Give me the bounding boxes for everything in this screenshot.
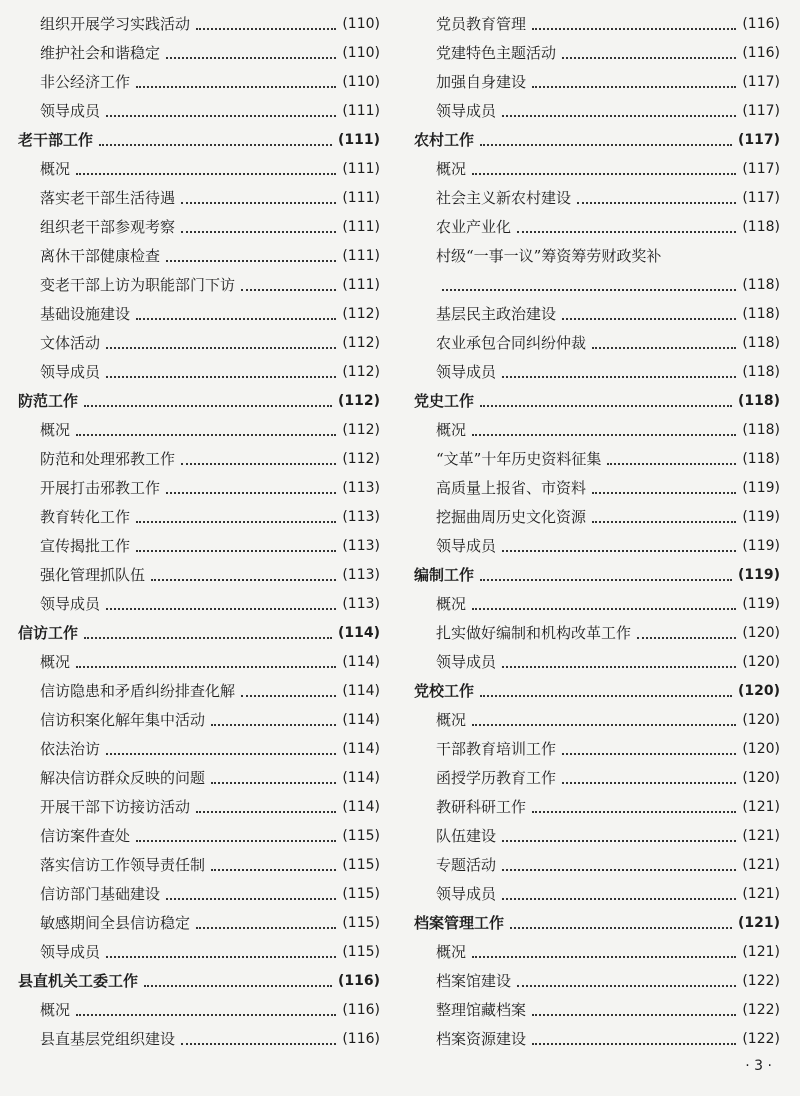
toc-entry [414,793,780,822]
leader-dots [502,115,736,117]
toc-entry [414,851,780,880]
toc-entry-page: (112) [342,335,380,351]
toc-entry-title: 变老干部上访为职能部门下访 [40,276,236,294]
toc-entry-title: 领导成员 [436,363,497,381]
leader-dots [106,753,336,755]
toc-section-heading [18,967,380,996]
leader-dots [136,840,336,842]
toc-entry-title: 扎实做好编制和机构改革工作 [436,624,632,642]
toc-entry-title: 领导成员 [40,595,101,613]
leader-dots [76,1014,336,1016]
toc-entry-page: (118) [742,277,780,293]
toc-entry [414,358,780,387]
leader-dots [502,376,736,378]
toc-entry-page: (114) [342,799,380,815]
toc-entry-title: 农业承包合同纠纷仲裁 [436,334,587,352]
toc-entry-title: 党员教育管理 [436,15,527,33]
toc-entry-title: 领导成员 [40,102,101,120]
leader-dots [517,231,736,233]
toc-entry [414,184,780,213]
toc-entry-title: “文革”十年历史资料征集 [436,450,602,468]
toc-entry [18,445,380,474]
toc-entry-title: 领导成员 [436,885,497,903]
leader-dots [166,57,336,59]
toc-entry [18,909,380,938]
toc-entry [18,242,380,271]
leader-dots [592,492,736,494]
toc-entry [18,706,380,735]
toc-entry-title: 开展打击邪教工作 [40,479,161,497]
toc-entry-title: 基层民主政治建设 [436,305,557,323]
leader-dots [480,695,732,697]
toc-entry [18,793,380,822]
leader-dots [532,28,736,30]
toc-entry [18,300,380,329]
leader-dots [196,28,336,30]
leader-dots [472,608,736,610]
toc-entry-page: (118) [737,393,780,409]
toc-entry-title: 领导成员 [436,102,497,120]
toc-entry-page: (110) [342,45,380,61]
toc-entry [414,242,780,271]
leader-dots [592,347,736,349]
toc-entry-page: (119) [742,538,780,554]
toc-entry-title: 信访工作 [18,624,79,642]
toc-entry-page: (111) [342,190,380,206]
toc-entry-page: (114) [342,712,380,728]
toc-entry-title: 开展干部下访接访活动 [40,798,191,816]
toc-entry [414,503,780,532]
leader-dots [532,1043,736,1045]
toc-entry-page: (118) [742,451,780,467]
toc-entry-page: (111) [342,277,380,293]
toc-entry-title: 党史工作 [414,392,475,410]
toc-entry-title: 概况 [40,653,71,671]
leader-dots [607,463,736,465]
leader-dots [562,57,736,59]
leader-dots [76,434,336,436]
toc-section-heading [18,619,380,648]
toc-entry-title: 落实老干部生活待遇 [40,189,176,207]
toc-entry-title: 县直机关工委工作 [18,972,139,990]
toc-entry-page: (120) [742,625,780,641]
toc-entry-title: 加强自身建设 [436,73,527,91]
toc-entry [18,358,380,387]
leader-dots [502,666,736,668]
toc-section-heading [414,561,780,590]
toc-entry-page: (120) [742,712,780,728]
toc-entry-page: (111) [342,219,380,235]
toc-entry-title: 挖掘曲周历史文化资源 [436,508,587,526]
toc-entry-page: (120) [737,683,780,699]
toc-entry [18,97,380,126]
leader-dots [502,869,736,871]
leader-dots [472,173,736,175]
toc-entry-title: 防范和处理邪教工作 [40,450,176,468]
toc-entry [18,938,380,967]
leader-dots [84,405,332,407]
toc-entry [414,1025,780,1054]
toc-entry-page: (119) [742,596,780,612]
leader-dots [562,753,736,755]
toc-entry [414,822,780,851]
toc-entry-page: (114) [342,741,380,757]
toc-entry-page: (118) [742,422,780,438]
toc-entry-title: 概况 [436,943,467,961]
toc-entry-title: 编制工作 [414,566,475,584]
leader-dots [136,521,336,523]
leader-dots [532,1014,736,1016]
toc-entry-title: 离休干部健康检查 [40,247,161,265]
toc-entry [414,706,780,735]
toc-entry-page: (117) [737,132,780,148]
toc-entry [414,880,780,909]
toc-entry-title: 教育转化工作 [40,508,131,526]
toc-section-heading [414,387,780,416]
toc-entry [18,677,380,706]
toc-entry-title: 队伍建设 [436,827,497,845]
toc-section-heading [414,909,780,938]
toc-entry-title: 信访隐患和矛盾纠纷排查化解 [40,682,236,700]
toc-entry [18,329,380,358]
toc-entry [18,764,380,793]
leader-dots [480,144,732,146]
toc-entry-page: (112) [342,306,380,322]
toc-entry-title: 领导成员 [436,537,497,555]
toc-entry-title: 老干部工作 [18,131,94,149]
toc-entry [18,1025,380,1054]
leader-dots [472,434,736,436]
toc-entry-page: (113) [342,567,380,583]
toc-entry-page: (116) [342,1031,380,1047]
toc-entry-title: 文体活动 [40,334,101,352]
toc-entry-page: (114) [342,683,380,699]
toc-entry [18,416,380,445]
toc-entry-title: 防范工作 [18,392,79,410]
toc-entry-title: 概况 [436,160,467,178]
leader-dots [241,695,336,697]
toc-entry-page: (122) [742,1002,780,1018]
toc-entry-page: (114) [337,625,380,641]
leader-dots [196,927,336,929]
toc-entry-title: 概况 [436,595,467,613]
toc-entry-title: 社会主义新农村建设 [436,189,572,207]
toc-entry-page: (110) [342,74,380,90]
toc-entry-page: (115) [342,944,380,960]
leader-dots [211,782,336,784]
leader-dots [480,579,732,581]
toc-entry [414,213,780,242]
toc-entry-page: (115) [342,857,380,873]
toc-entry [18,68,380,97]
toc-entry [414,967,780,996]
toc-entry [18,503,380,532]
toc-entry-page: (113) [342,538,380,554]
toc-entry [414,10,780,39]
toc-entry [414,619,780,648]
toc-entry-page: (117) [742,74,780,90]
toc-entry [18,735,380,764]
leader-dots [144,985,332,987]
leader-dots [637,637,736,639]
toc-section-heading [18,126,380,155]
toc-entry-title: 宣传揭批工作 [40,537,131,555]
toc-entry-page: (113) [342,509,380,525]
toc-entry-page: (116) [342,1002,380,1018]
toc-entry-page: (115) [342,886,380,902]
toc-section-heading [18,387,380,416]
toc-entry-title: 县直基层党组织建设 [40,1030,176,1048]
toc-entry [18,822,380,851]
leader-dots [442,289,736,291]
toc-entry [18,996,380,1025]
toc-entry [414,416,780,445]
toc-column-left [18,10,380,1054]
toc-entry-title: 概况 [436,711,467,729]
leader-dots [211,869,336,871]
leader-dots [577,202,736,204]
toc-entry-page: (119) [737,567,780,583]
toc-entry-title: 强化管理抓队伍 [40,566,146,584]
toc-entry-title: 敏感期间全县信访稳定 [40,914,191,932]
toc-entry-title: 落实信访工作领导责任制 [40,856,206,874]
toc-entry-page: (120) [742,654,780,670]
toc-entry-page: (111) [337,132,380,148]
leader-dots [211,724,336,726]
toc-entry-title: 信访部门基础建设 [40,885,161,903]
leader-dots [532,811,736,813]
toc-entry [414,590,780,619]
leader-dots [502,840,736,842]
toc-section-heading [414,677,780,706]
toc-entry [414,764,780,793]
toc-entry-continuation [414,271,780,300]
leader-dots [76,666,336,668]
toc-entry [414,996,780,1025]
toc-entry [18,561,380,590]
toc-entry [18,39,380,68]
toc-entry-title: 专题活动 [436,856,497,874]
leader-dots [181,202,336,204]
toc-entry-title: 村级“一事一议”筹资筹劳财政奖补 [436,247,662,265]
toc-entry-page: (121) [742,857,780,873]
toc-entry [414,735,780,764]
toc-entry-page: (114) [342,654,380,670]
leader-dots [106,376,336,378]
toc-entry-page: (111) [342,161,380,177]
leader-dots [76,173,336,175]
toc-entry [18,213,380,242]
toc-entry [18,590,380,619]
toc-entry-page: (118) [742,219,780,235]
toc-entry-title: 干部教育培训工作 [436,740,557,758]
leader-dots [472,724,736,726]
toc-entry-title: 党建特色主题活动 [436,44,557,62]
toc-entry [414,329,780,358]
toc-entry-page: (113) [342,596,380,612]
toc-entry [18,880,380,909]
toc-entry-title: 维护社会和谐稳定 [40,44,161,62]
toc-entry [18,184,380,213]
toc-entry-title: 信访案件查处 [40,827,131,845]
leader-dots [106,115,336,117]
toc-entry-title: 组织老干部参观考察 [40,218,176,236]
toc-entry-page: (121) [737,915,780,931]
leader-dots [136,550,336,552]
leader-dots [151,579,336,581]
toc-entry-title: 农村工作 [414,131,475,149]
leader-dots [532,86,736,88]
toc-entry-page: (121) [742,799,780,815]
leader-dots [472,956,736,958]
toc-entry [18,648,380,677]
leader-dots [510,927,732,929]
toc-entry-title: 档案管理工作 [414,914,505,932]
toc-entry-page: (112) [337,393,380,409]
toc-entry-page: (115) [342,915,380,931]
leader-dots [502,550,736,552]
leader-dots [84,637,332,639]
toc-entry-title: 概况 [436,421,467,439]
toc-entry-page: (112) [342,364,380,380]
toc-entry [414,155,780,184]
toc-entry-title: 档案资源建设 [436,1030,527,1048]
leader-dots [562,318,736,320]
page-number: · 3 · [745,1058,772,1074]
leader-dots [502,898,736,900]
toc-entry [414,68,780,97]
toc-entry-title: 领导成员 [40,943,101,961]
toc-entry-title: 概况 [40,421,71,439]
toc-entry [414,938,780,967]
toc-entry-page: (114) [342,770,380,786]
leader-dots [106,608,336,610]
leader-dots [517,985,736,987]
toc-entry-page: (121) [742,944,780,960]
toc-entry [18,474,380,503]
leader-dots [181,463,336,465]
toc-entry-title: 党校工作 [414,682,475,700]
leader-dots [562,782,736,784]
toc-entry-page: (120) [742,770,780,786]
leader-dots [166,898,336,900]
toc-entry-title: 教研科研工作 [436,798,527,816]
toc-entry-title: 依法治访 [40,740,101,758]
toc-entry-title: 整理馆藏档案 [436,1001,527,1019]
toc-section-heading [414,126,780,155]
toc-entry-page: (116) [337,973,380,989]
leader-dots [106,347,336,349]
leader-dots [166,492,336,494]
toc-entry [414,445,780,474]
toc-entry [18,532,380,561]
toc-entry-page: (121) [742,886,780,902]
toc-entry [414,39,780,68]
toc-entry-page: (117) [742,103,780,119]
toc-entry-page: (116) [742,45,780,61]
toc-entry-title: 高质量上报省、市资料 [436,479,587,497]
toc-entry-page: (112) [342,451,380,467]
toc-entry [414,532,780,561]
toc-entry-page: (117) [742,190,780,206]
leader-dots [106,956,336,958]
toc-entry-page: (117) [742,161,780,177]
toc-entry-page: (112) [342,422,380,438]
toc-entry-page: (119) [742,509,780,525]
leader-dots [166,260,336,262]
toc-entry-title: 农业产业化 [436,218,512,236]
leader-dots [480,405,732,407]
toc-entry-page: (115) [342,828,380,844]
toc-entry [414,300,780,329]
toc-entry-page: (111) [342,248,380,264]
toc-entry-page: (122) [742,973,780,989]
toc-entry-page: (121) [742,828,780,844]
toc-entry-title: 档案馆建设 [436,972,512,990]
leader-dots [241,289,336,291]
leader-dots [592,521,736,523]
toc-entry-page: (110) [342,16,380,32]
toc-entry-page: (118) [742,306,780,322]
toc-entry-title: 领导成员 [436,653,497,671]
toc-entry-title: 概况 [40,1001,71,1019]
toc-entry-page: (122) [742,1031,780,1047]
toc-entry-title: 基础设施建设 [40,305,131,323]
toc-column-right [414,10,780,1054]
leader-dots [181,1043,336,1045]
toc-entry [18,155,380,184]
toc-entry [414,648,780,677]
toc-entry [18,10,380,39]
toc-entry-title: 信访积案化解年集中活动 [40,711,206,729]
toc-entry [414,97,780,126]
leader-dots [99,144,332,146]
toc-entry-page: (116) [742,16,780,32]
toc-entry-title: 组织开展学习实践活动 [40,15,191,33]
toc-entry-title: 非公经济工作 [40,73,131,91]
toc-entry-page: (111) [342,103,380,119]
toc-entry-page: (118) [742,364,780,380]
toc-entry-page: (119) [742,480,780,496]
toc-entry-page: (113) [342,480,380,496]
toc-entry-page: (118) [742,335,780,351]
toc-entry-title: 概况 [40,160,71,178]
leader-dots [136,318,336,320]
toc-entry-title: 函授学历教育工作 [436,769,557,787]
toc-entry [414,474,780,503]
leader-dots [196,811,336,813]
toc-entry-title: 解决信访群众反映的问题 [40,769,206,787]
leader-dots [181,231,336,233]
toc-entry [18,271,380,300]
toc-entry [18,851,380,880]
toc-entry-page: (120) [742,741,780,757]
toc-entry-title: 领导成员 [40,363,101,381]
leader-dots [136,86,336,88]
